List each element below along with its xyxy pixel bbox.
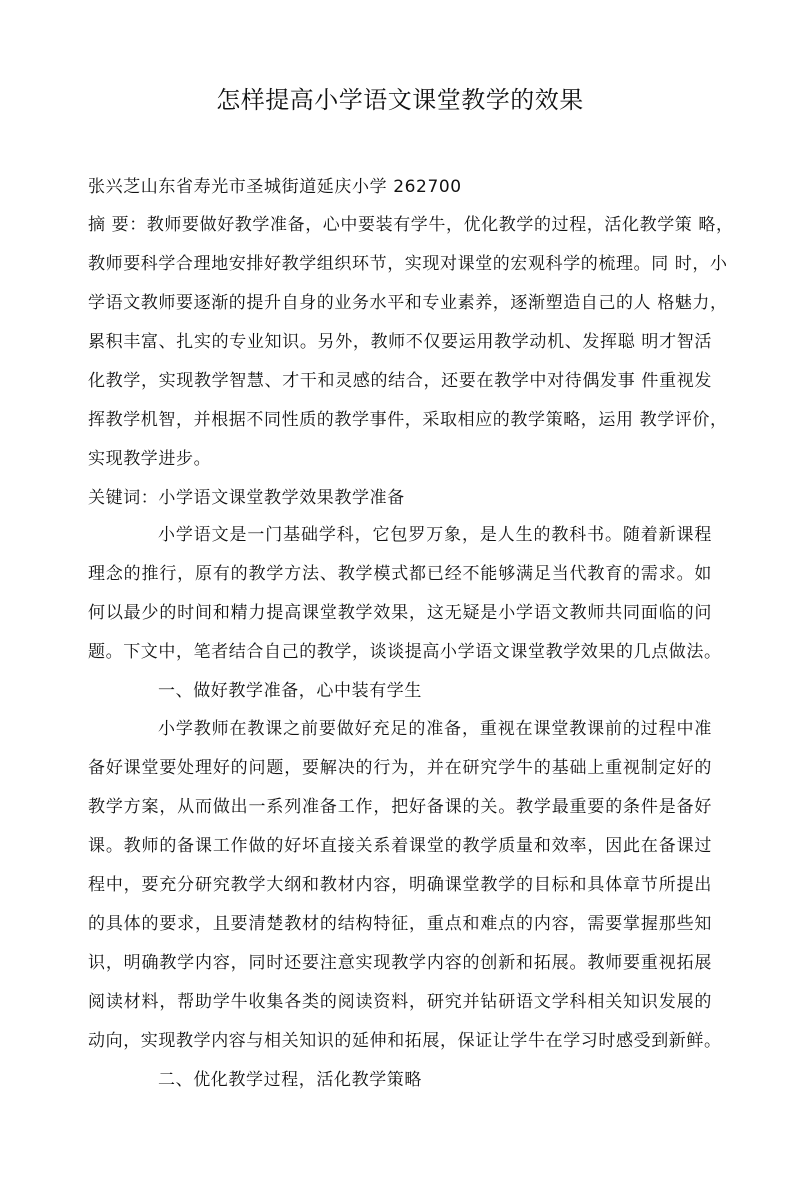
section-1-line: 识，明确教学内容，同时还要注意实现教学内容的创新和拓展。教师要重视拓展 — [88, 953, 712, 973]
keywords-line: 关键词：小学语文课堂教学效果教学准备 — [88, 488, 405, 508]
abstract-line: 摘 要：教师要做好教学准备，心中要装有学牛，优化教学的过程，活化教学策 略， — [88, 215, 734, 235]
section-1-line: 备好课堂要处理好的问题，要解决的行为，并在研究学牛的基础上重视制定好的 — [88, 758, 712, 778]
abstract-line: 挥教学机智，并根据不同性质的教学事件，采取相应的教学策略，运用 教学评价， — [88, 410, 728, 430]
section-1-line: 小学教师在教课之前要做好充足的准备，重视在课堂教课前的过程中准 — [158, 719, 712, 739]
abstract-line: 化教学，实现教学智慧、才干和灵感的结合，还要在教学中对待偶发事 件重视发 — [88, 371, 712, 391]
intro-line: 小学语文是一门基础学科，它包罗万象，是人生的教科书。随着新课程 — [158, 525, 712, 545]
abstract-line: 教师要科学合理地安排好教学组织环节，实现对课堂的宏观科学的梳理。同 时，小 — [88, 254, 728, 274]
intro-line: 何以最少的时间和精力提高课堂教学效果，这无疑是小学语文教师共同面临的问 — [88, 603, 712, 623]
section-1-line: 阅读材料，帮助学牛收集各类的阅读资料，研究并钻研语文学科相关知识发展的 — [88, 992, 712, 1012]
section-1-line: 教学方案，从而做出一系列准备工作，把好备课的关。教学最重要的条件是备好 — [88, 797, 712, 817]
section-1-line: 程中，要充分研究教学大纲和教材内容，明确课堂教学的目标和具体章节所提出 — [88, 875, 712, 895]
document-title: 怎样提高小学语文课堂教学的效果 — [216, 86, 584, 114]
abstract-line: 累积丰富、扎实的专业知识。另外，教师不仅要运用教学动机、发挥聪 明才智活 — [88, 332, 712, 352]
intro-line: 题。下文中，笔者结合自己的教学，谈谈提高小学语文课堂教学效果的几点做法。 — [88, 642, 722, 662]
section-2-heading: 二、优化教学过程，活化教学策略 — [158, 1070, 422, 1090]
author-line: 张兴芝山东省寿光市圣城街道延庆小学 262700 — [88, 177, 462, 197]
section-1-line: 动向，实现教学内容与相关知识的延伸和拓展，保证让学牛在学习时感受到新鲜。 — [88, 1031, 722, 1051]
intro-line: 理念的推行，原有的教学方法、教学模式都已经不能够满足当代教育的需求。如 — [88, 564, 712, 584]
abstract-line: 学语文教师要逐渐的提升自身的业务水平和专业素养，逐渐塑造自己的人 格魅力， — [88, 293, 728, 313]
section-1-line: 课。教师的备课工作做的好坏直接关系着课堂的教学质量和效率，因此在备课过 — [88, 836, 712, 856]
abstract-line: 实现教学进步。 — [88, 449, 212, 469]
section-1-line: 的具体的要求，且要清楚教材的结构特征，重点和难点的内容，需要掌握那些知 — [88, 914, 712, 934]
section-1-heading: 一、做好教学准备，心中装有学生 — [158, 681, 422, 701]
